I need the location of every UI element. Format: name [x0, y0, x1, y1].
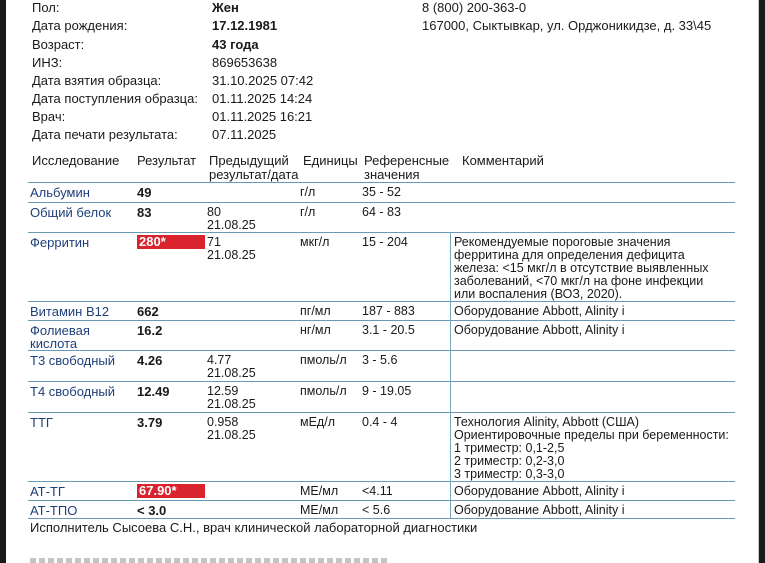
previous-result: 12.59 21.08.25 — [207, 384, 256, 411]
patient-label: ИНЗ: — [32, 55, 63, 70]
result-value: 16.2 — [137, 323, 163, 338]
contact-address: 167000, Сыктывкар, ул. Орджоникидзе, д. 33\45 — [422, 18, 712, 33]
test-name: Общий белок — [30, 205, 112, 220]
comment: Технология Alinity, Abbott (США) Ориентировочные пределы при беременности: 1 триместр: 0,1-2,5 2 триместр: 0,2-3,0 3 триместр: 0,3-3,0 — [454, 415, 729, 481]
test-name: АТ-ТПО — [30, 503, 78, 518]
unit: г/л — [300, 185, 316, 199]
patient-value: Жен — [212, 0, 239, 15]
row-divider — [28, 350, 735, 351]
comment: Оборудование Abbott, Alinity i — [454, 323, 625, 337]
unit: нг/мл — [300, 323, 331, 337]
comment: Оборудование Abbott, Alinity i — [454, 484, 625, 498]
reference-range: 3.1 - 20.5 — [362, 323, 415, 337]
header-reference: Референсные значения — [364, 153, 450, 182]
reference-range: 0.4 - 4 — [362, 415, 398, 429]
result-flagged: 67.90* — [137, 484, 205, 498]
reference-range: 3 - 5.6 — [362, 353, 398, 367]
comment: Рекомендуемые пороговые значения ферритина для определения дефицита железа: <15 мкг/л в отсутствие выявленных заболеваний, <70 мкг/л на фоне инфекции или воспаления (ВОЗ, 2020). — [454, 235, 709, 301]
row-divider — [28, 320, 735, 321]
result-value: 4.26 — [137, 353, 163, 368]
patient-value: 07.11.2025 — [212, 127, 277, 142]
header-previous: Предыдущий результат/дата — [209, 153, 299, 182]
cut-off-text — [30, 558, 390, 563]
previous-result: 0.958 21.08.25 — [207, 415, 256, 442]
header-units: Единицы — [303, 153, 358, 168]
patient-label: Врач: — [32, 109, 66, 124]
result-value: < 3.0 — [137, 503, 167, 518]
row-divider — [28, 500, 735, 501]
row-divider — [28, 518, 735, 519]
result-value: 662 — [137, 304, 159, 319]
reference-range: <4.11 — [362, 484, 393, 498]
unit: мЕд/л — [300, 415, 335, 429]
patient-label: Дата взятия образца: — [32, 73, 162, 88]
patient-value: 31.10.2025 07:42 — [212, 73, 314, 88]
patient-label: Дата печати результата: — [32, 127, 178, 142]
result-value: 12.49 — [137, 384, 170, 399]
reference-range: 64 - 83 — [362, 205, 401, 219]
result-flagged: 280* — [137, 235, 205, 249]
patient-value: 17.12.1981 — [212, 18, 278, 33]
reference-range: 187 - 883 — [362, 304, 415, 318]
comment: Оборудование Abbott, Alinity i — [454, 304, 625, 318]
row-divider — [28, 481, 735, 482]
previous-result: 71 21.08.25 — [207, 235, 256, 262]
row-divider — [28, 182, 735, 183]
patient-label: Дата рождения: — [32, 18, 128, 33]
row-divider — [28, 202, 735, 203]
header-comment: Комментарий — [462, 153, 544, 168]
unit: МЕ/мл — [300, 503, 339, 517]
test-name: Альбумин — [30, 185, 90, 200]
comment: Оборудование Abbott, Alinity i — [454, 503, 625, 517]
unit: пмоль/л — [300, 384, 347, 398]
header-test: Исследование — [32, 153, 120, 168]
reference-range: 9 - 19.05 — [362, 384, 412, 398]
test-name: Т4 свободный — [30, 384, 116, 399]
unit: г/л — [300, 205, 316, 219]
result-value: 49 — [137, 185, 152, 200]
patient-label: Возраст: — [32, 37, 85, 52]
test-name: Т3 свободный — [30, 353, 116, 368]
test-name: Ферритин — [30, 235, 90, 250]
reference-range: 35 - 52 — [362, 185, 401, 199]
performer-footer: Исполнитель Сысоева С.Н., врач клинической лабораторной диагностики — [30, 520, 478, 535]
test-name: ТТГ — [30, 415, 53, 430]
previous-result: 4.77 21.08.25 — [207, 353, 256, 380]
row-divider — [28, 232, 735, 233]
lab-report-sheet — [6, 0, 759, 563]
row-divider — [28, 301, 735, 302]
patient-value: 43 года — [212, 37, 259, 52]
unit: мкг/л — [300, 235, 330, 249]
column-separator — [450, 232, 451, 518]
test-name: Фолиевая кислота — [30, 323, 90, 351]
row-divider — [28, 412, 735, 413]
patient-value: 01.11.2025 16:21 — [212, 109, 313, 124]
patient-value: 869653638 — [212, 55, 278, 70]
contact-phone: 8 (800) 200-363-0 — [422, 0, 527, 15]
test-name: Витамин В12 — [30, 304, 110, 319]
result-value: 3.79 — [137, 415, 163, 430]
previous-result: 80 21.08.25 — [207, 205, 256, 232]
header-result: Результат — [137, 153, 197, 168]
reference-range: < 5.6 — [362, 503, 391, 517]
result-value: 83 — [137, 205, 152, 220]
patient-value: 01.11.2025 14:24 — [212, 91, 313, 106]
row-divider — [28, 381, 735, 382]
patient-label: Пол: — [32, 0, 60, 15]
unit: пмоль/л — [300, 353, 347, 367]
unit: МЕ/мл — [300, 484, 339, 498]
test-name: АТ-ТГ — [30, 484, 65, 499]
patient-label: Дата поступления образца: — [32, 91, 198, 106]
reference-range: 15 - 204 — [362, 235, 408, 249]
unit: пг/мл — [300, 304, 331, 318]
